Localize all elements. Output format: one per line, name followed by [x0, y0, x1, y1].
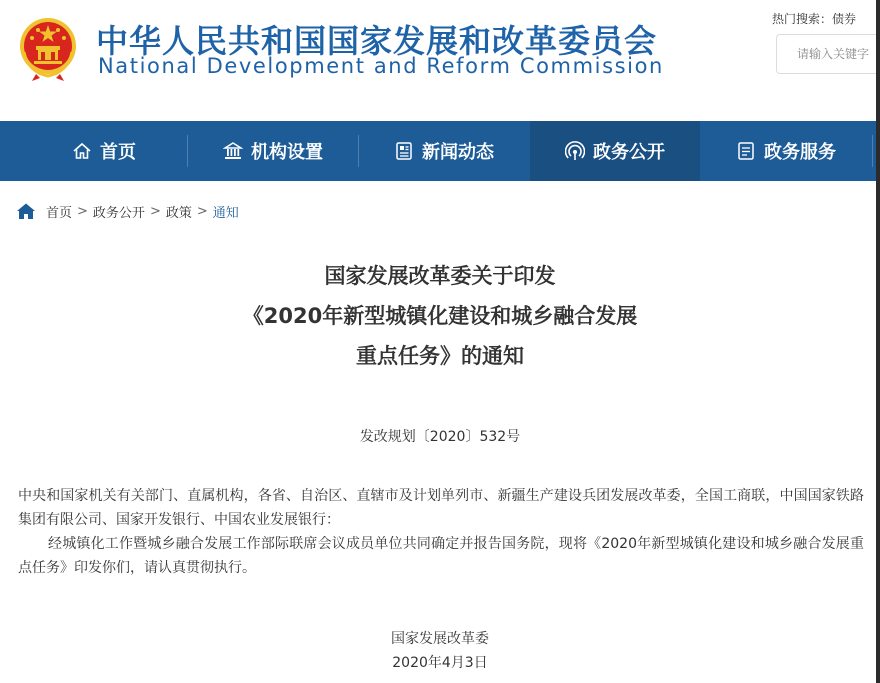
home-icon[interactable]: [16, 202, 36, 220]
site-title-cn[interactable]: 中华人民共和国国家发展和改革委员会: [96, 22, 658, 60]
signature-date: 2020年4月3日: [392, 655, 488, 671]
breadcrumb-current: 通知: [212, 205, 239, 221]
article-title-line: 《2020年新型城镇化建设和城乡融合发展: [242, 304, 638, 328]
broadcast-icon: [565, 141, 585, 161]
breadcrumb: [16, 202, 239, 220]
nav-item-organization[interactable]: [188, 121, 358, 181]
breadcrumb-separator: >: [149, 203, 161, 219]
news-icon: [394, 141, 414, 161]
document-icon: [736, 141, 756, 161]
building-icon: [223, 141, 243, 161]
breadcrumb-home-link[interactable]: 首页: [46, 205, 73, 221]
article-title-line: 重点任务》的通知: [356, 344, 524, 368]
hot-search-label: 热门搜索：债券: [772, 12, 857, 26]
nav-divider: [872, 135, 873, 167]
breadcrumb-separator: >: [77, 203, 88, 219]
article-body: [18, 484, 864, 580]
breadcrumb-government-affairs-link[interactable]: 政务公开: [92, 205, 145, 221]
nav-item-label: 政务公开: [593, 142, 665, 163]
nav-item-news[interactable]: [359, 121, 529, 181]
nav-item-home[interactable]: [20, 121, 188, 181]
article-title: [0, 256, 880, 376]
home-icon: [72, 141, 92, 161]
nav-item-government-services[interactable]: [700, 121, 872, 181]
site-header: [0, 0, 880, 120]
nav-item-label: 首页: [100, 142, 136, 163]
site-title-en[interactable]: National Development and Reform Commission: [98, 54, 664, 78]
breadcrumb-policy-link[interactable]: 政策: [165, 205, 192, 221]
main-nav: [0, 121, 880, 181]
national-emblem-icon[interactable]: [18, 16, 78, 82]
search-input[interactable]: [776, 34, 880, 74]
nav-item-label: 政务服务: [764, 142, 836, 163]
breadcrumb-separator: >: [196, 203, 208, 219]
nav-item-label: 新闻动态: [422, 142, 494, 163]
nav-item-government-affairs[interactable]: [530, 121, 700, 181]
article-title-line: 国家发展改革委关于印发: [324, 264, 556, 288]
article-paragraph: 经城镇化工作暨城乡融合发展工作部际联席会议成员单位共同确定并报告国务院，现将《2020年新型城镇化建设和城乡融合发展重点任务》印发你们，请认真贯彻执行。: [18, 536, 864, 576]
article-recipients: 中央和国家机关有关部门、直属机构，各省、自治区、直辖市及计划单列市、新疆生产建设兵团发展改革委，全国工商联，中国国家铁路集团有限公司、国家开发银行、中国农业发展银行：: [18, 488, 864, 528]
document-number: 发改规划〔2020〕532号: [359, 429, 521, 445]
signature-organization: 国家发展改革委: [391, 631, 489, 647]
nav-item-label: 机构设置: [251, 142, 323, 163]
window-edge: [876, 0, 880, 683]
